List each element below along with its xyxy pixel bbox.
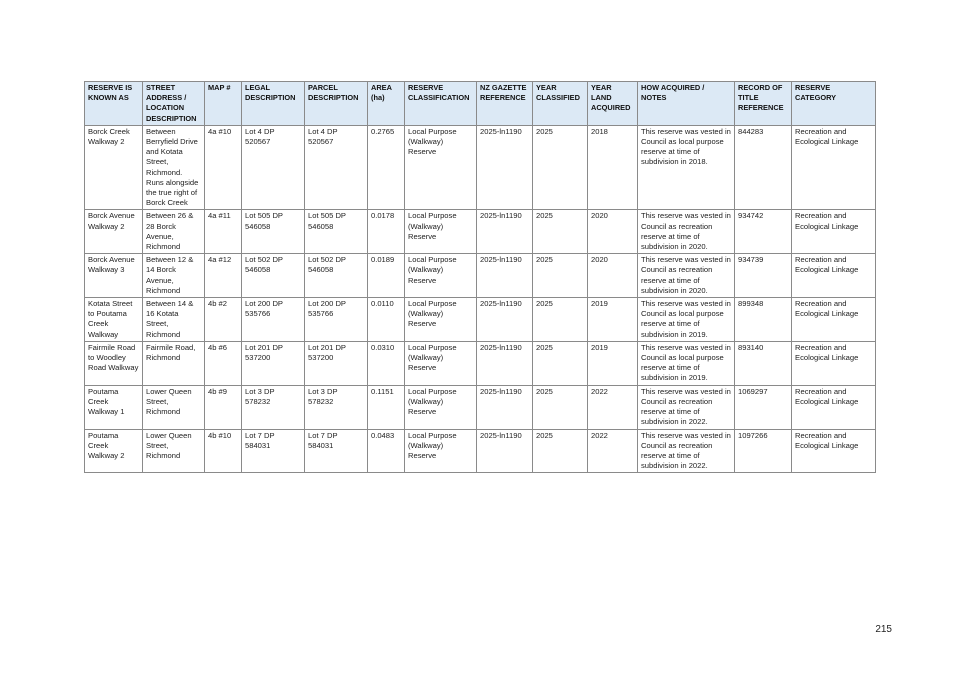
header-year-classified: YEAR CLASSIFIED (533, 82, 588, 126)
header-how-acquired: HOW ACQUIRED / NOTES (638, 82, 735, 126)
cell-map: 4a #11 (205, 210, 242, 254)
header-reserve-known-as: RESERVE IS KNOWN AS (85, 82, 143, 126)
cell-address: Between Berryfield Drive and Kotata Street, Richmond. Runs alongside the true right of Borck Creek (143, 125, 205, 210)
cell-parcel: Lot 502 DP 546058 (305, 254, 368, 298)
cell-area: 0.0483 (368, 429, 405, 473)
cell-map: 4a #10 (205, 125, 242, 210)
cell-gazette: 2025-ln1190 (477, 298, 533, 342)
cell-reserve-name: Kotata Street to Poutama Creek Walkway (85, 298, 143, 342)
reserves-table (84, 81, 876, 473)
cell-year-acquired: 2022 (588, 385, 638, 429)
header-parcel-description: PARCEL DESCRIPTION (305, 82, 368, 126)
cell-year-classified: 2025 (533, 298, 588, 342)
cell-area: 0.0310 (368, 341, 405, 385)
cell-notes: This reserve was vested in Council as recreation reserve at time of subdivision in 2022. (638, 429, 735, 473)
cell-classification: Local Purpose (Walkway) Reserve (405, 125, 477, 210)
cell-legal: Lot 505 DP 546058 (242, 210, 305, 254)
table-row (85, 210, 876, 254)
cell-gazette: 2025-ln1190 (477, 125, 533, 210)
cell-year-classified: 2025 (533, 429, 588, 473)
cell-legal: Lot 200 DP 535766 (242, 298, 305, 342)
header-street-address: STREET ADDRESS / LOCATION DESCRIPTION (143, 82, 205, 126)
cell-address: Between 14 & 16 Kotata Street, Richmond (143, 298, 205, 342)
cell-reserve-name: Poutama Creek Walkway 1 (85, 385, 143, 429)
cell-map: 4a #12 (205, 254, 242, 298)
cell-year-acquired: 2022 (588, 429, 638, 473)
cell-gazette: 2025-ln1190 (477, 429, 533, 473)
header-year-land-acquired: YEAR LAND ACQUIRED (588, 82, 638, 126)
cell-category: Recreation and Ecological Linkage (792, 210, 876, 254)
cell-address: Between 12 & 14 Borck Avenue, Richmond (143, 254, 205, 298)
header-area: AREA (ha) (368, 82, 405, 126)
cell-title-ref: 934742 (735, 210, 792, 254)
cell-title-ref: 1069297 (735, 385, 792, 429)
cell-category: Recreation and Ecological Linkage (792, 429, 876, 473)
cell-reserve-name: Borck Avenue Walkway 3 (85, 254, 143, 298)
cell-classification: Local Purpose (Walkway) Reserve (405, 298, 477, 342)
cell-notes: This reserve was vested in Council as local purpose reserve at time of subdivision in 2019. (638, 298, 735, 342)
cell-notes: This reserve was vested in Council as local purpose reserve at time of subdivision in 2018. (638, 125, 735, 210)
cell-year-acquired: 2019 (588, 341, 638, 385)
cell-notes: This reserve was vested in Council as local purpose reserve at time of subdivision in 2019. (638, 341, 735, 385)
cell-parcel: Lot 3 DP 578232 (305, 385, 368, 429)
cell-classification: Local Purpose (Walkway) Reserve (405, 254, 477, 298)
header-record-of-title: RECORD OF TITLE REFERENCE (735, 82, 792, 126)
cell-title-ref: 934739 (735, 254, 792, 298)
cell-area: 0.0189 (368, 254, 405, 298)
header-nz-gazette-reference: NZ GAZETTE REFERENCE (477, 82, 533, 126)
table-row (85, 298, 876, 342)
cell-reserve-name: Fairmile Road to Woodley Road Walkway (85, 341, 143, 385)
cell-map: 4b #10 (205, 429, 242, 473)
cell-classification: Local Purpose (Walkway) Reserve (405, 341, 477, 385)
table-row (85, 254, 876, 298)
cell-gazette: 2025-ln1190 (477, 385, 533, 429)
cell-parcel: Lot 200 DP 535766 (305, 298, 368, 342)
cell-gazette: 2025-ln1190 (477, 210, 533, 254)
cell-year-acquired: 2018 (588, 125, 638, 210)
cell-map: 4b #2 (205, 298, 242, 342)
cell-address: Between 26 & 28 Borck Avenue, Richmond (143, 210, 205, 254)
cell-notes: This reserve was vested in Council as recreation reserve at time of subdivision in 2022. (638, 385, 735, 429)
cell-area: 0.0178 (368, 210, 405, 254)
cell-legal: Lot 4 DP 520567 (242, 125, 305, 210)
cell-address: Lower Queen Street, Richmond (143, 385, 205, 429)
cell-reserve-name: Borck Avenue Walkway 2 (85, 210, 143, 254)
cell-area: 0.0110 (368, 298, 405, 342)
cell-year-acquired: 2020 (588, 210, 638, 254)
cell-category: Recreation and Ecological Linkage (792, 125, 876, 210)
cell-gazette: 2025-ln1190 (477, 341, 533, 385)
cell-year-classified: 2025 (533, 210, 588, 254)
cell-parcel: Lot 4 DP 520567 (305, 125, 368, 210)
cell-notes: This reserve was vested in Council as recreation reserve at time of subdivision in 2020. (638, 254, 735, 298)
cell-title-ref: 1097266 (735, 429, 792, 473)
cell-classification: Local Purpose (Walkway) Reserve (405, 385, 477, 429)
cell-year-classified: 2025 (533, 385, 588, 429)
cell-legal: Lot 7 DP 584031 (242, 429, 305, 473)
cell-notes: This reserve was vested in Council as recreation reserve at time of subdivision in 2020. (638, 210, 735, 254)
cell-title-ref: 893140 (735, 341, 792, 385)
cell-address: Lower Queen Street, Richmond (143, 429, 205, 473)
cell-parcel: Lot 505 DP 546058 (305, 210, 368, 254)
cell-map: 4b #6 (205, 341, 242, 385)
cell-category: Recreation and Ecological Linkage (792, 341, 876, 385)
cell-gazette: 2025-ln1190 (477, 254, 533, 298)
header-map: MAP # (205, 82, 242, 126)
table-row (85, 429, 876, 473)
cell-year-classified: 2025 (533, 254, 588, 298)
cell-classification: Local Purpose (Walkway) Reserve (405, 429, 477, 473)
cell-classification: Local Purpose (Walkway) Reserve (405, 210, 477, 254)
cell-area: 0.1151 (368, 385, 405, 429)
cell-reserve-name: Borck Creek Walkway 2 (85, 125, 143, 210)
cell-legal: Lot 502 DP 546058 (242, 254, 305, 298)
cell-reserve-name: Poutama Creek Walkway 2 (85, 429, 143, 473)
cell-address: Fairmile Road, Richmond (143, 341, 205, 385)
cell-legal: Lot 201 DP 537200 (242, 341, 305, 385)
header-reserve-category: RESERVE CATEGORY (792, 82, 876, 126)
cell-parcel: Lot 201 DP 537200 (305, 341, 368, 385)
cell-category: Recreation and Ecological Linkage (792, 254, 876, 298)
table-header-row (85, 82, 876, 126)
cell-map: 4b #9 (205, 385, 242, 429)
table-row (85, 125, 876, 210)
cell-legal: Lot 3 DP 578232 (242, 385, 305, 429)
cell-parcel: Lot 7 DP 584031 (305, 429, 368, 473)
page-number: 215 (875, 624, 892, 635)
cell-year-classified: 2025 (533, 341, 588, 385)
cell-title-ref: 844283 (735, 125, 792, 210)
cell-title-ref: 899348 (735, 298, 792, 342)
cell-year-acquired: 2020 (588, 254, 638, 298)
header-legal-description: LEGAL DESCRIPTION (242, 82, 305, 126)
cell-category: Recreation and Ecological Linkage (792, 385, 876, 429)
cell-category: Recreation and Ecological Linkage (792, 298, 876, 342)
cell-area: 0.2765 (368, 125, 405, 210)
table-row (85, 341, 876, 385)
table-row (85, 385, 876, 429)
cell-year-acquired: 2019 (588, 298, 638, 342)
header-reserve-classification: RESERVE CLASSIFICATION (405, 82, 477, 126)
cell-year-classified: 2025 (533, 125, 588, 210)
